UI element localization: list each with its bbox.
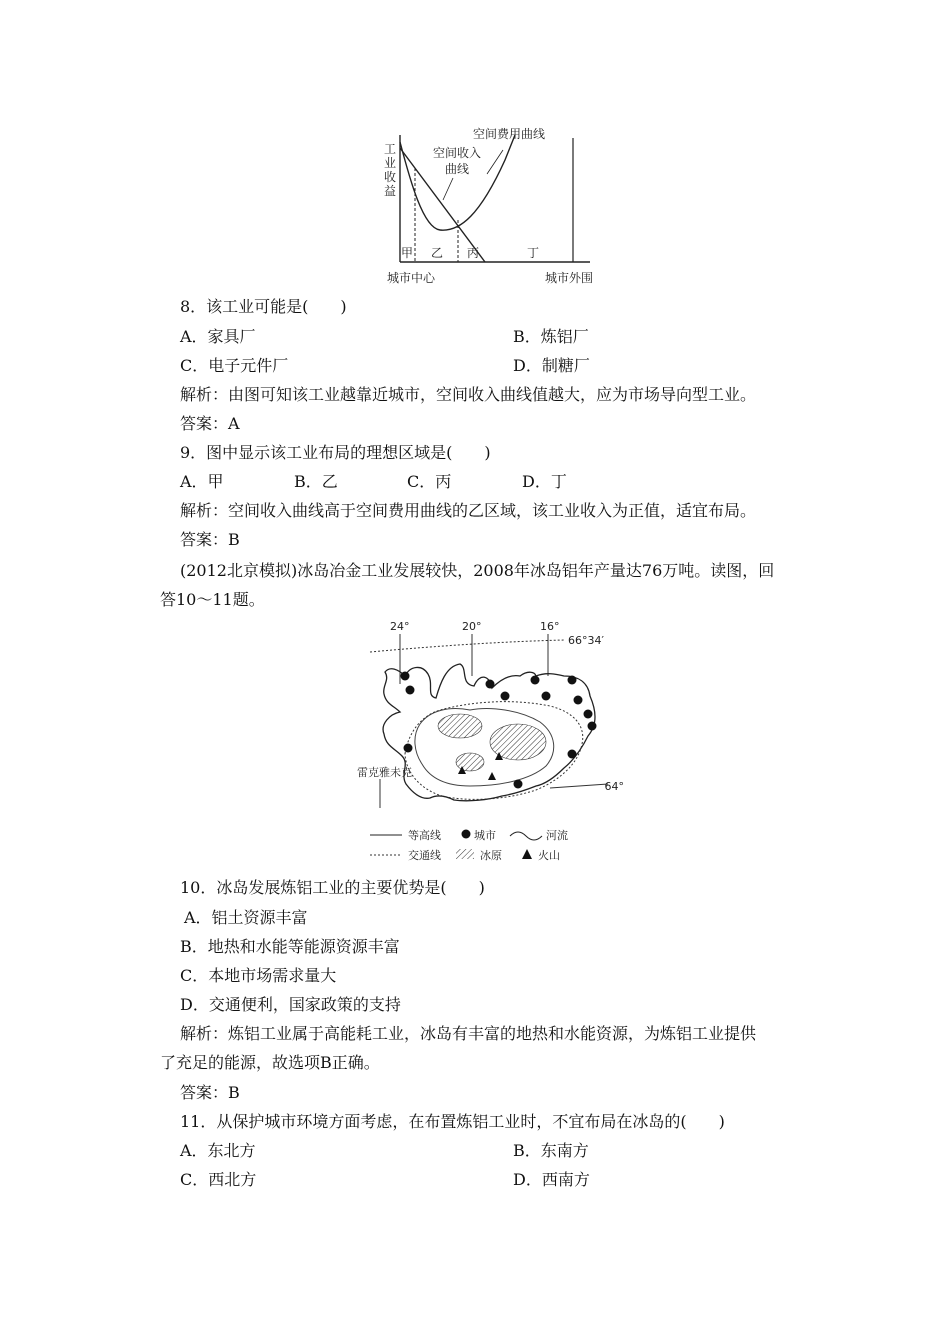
ice-field-3 [456, 753, 484, 771]
q9-answer: 答案：B [180, 530, 240, 549]
income-curve-label-2: 曲线 [445, 162, 470, 176]
ice-field-1 [438, 714, 482, 738]
cost-curve-label: 空间费用曲线 [473, 127, 546, 141]
arctic-circle-label: 66°34′ [568, 634, 604, 647]
x-label-outer: 城市外围 [545, 271, 594, 285]
city-marker [584, 710, 593, 719]
q8-analysis: 解析：由图可知该工业越靠近城市，空间收入曲线值越大，应为市场导向型工业。 [180, 385, 757, 404]
city-marker [574, 696, 583, 705]
q11-option-a[interactable]: A．东北方 [180, 1141, 256, 1160]
q10-option-d[interactable]: D．交通便利，国家政策的支持 [180, 995, 401, 1014]
city-marker [486, 680, 495, 689]
city-marker [514, 780, 523, 789]
q10-stem: 10．冰岛发展炼铝工业的主要优势是( ) [180, 878, 485, 897]
lat-64-label: 64° [604, 780, 624, 793]
q8-stem: 8．该工业可能是( ) [180, 297, 347, 316]
q9-option-d[interactable]: D．丁 [522, 472, 567, 491]
y-axis-label-3: 收 [383, 170, 397, 184]
lon-16-label: 16° [540, 620, 560, 633]
income-curve [400, 148, 485, 262]
lon-20-label: 20° [462, 620, 482, 633]
y-axis-label-2: 业 [383, 156, 397, 170]
zone-ding: 丁 [526, 246, 540, 260]
income-curve-label-1: 空间收入 [433, 146, 482, 160]
city-marker-reykjavik [404, 744, 413, 753]
lon-24-label: 24° [390, 620, 410, 633]
y-axis-label-1: 工 [383, 142, 397, 156]
city-marker [531, 676, 540, 685]
legend-contour: 等高线 [408, 829, 441, 842]
city-marker [406, 686, 415, 695]
city-marker [588, 722, 597, 731]
legend-transport: 交通线 [408, 849, 441, 862]
q10-option-b[interactable]: B．地热和水能等能源资源丰富 [180, 937, 400, 956]
q10-option-a[interactable]: A．铝土资源丰富 [184, 908, 308, 927]
q11-option-b[interactable]: B．东南方 [513, 1141, 589, 1160]
q11-option-c[interactable]: C．西北方 [180, 1170, 257, 1189]
q8-option-a[interactable]: A．家具厂 [180, 327, 256, 346]
q11-option-d[interactable]: D．西南方 [513, 1170, 590, 1189]
q8-option-c[interactable]: C．电子元件厂 [180, 356, 289, 375]
q10-analysis-1: 解析：炼铝工业属于高能耗工业，冰岛有丰富的地热和水能资源，为炼铝工业提供 [180, 1024, 757, 1043]
legend-river: 河流 [546, 829, 568, 842]
q9-option-a[interactable]: A．甲 [180, 472, 224, 491]
volcano-marker [488, 772, 496, 780]
legend-volcano: 火山 [538, 849, 560, 862]
city-marker [542, 692, 551, 701]
q10-answer: 答案：B [180, 1083, 240, 1102]
intro-line-2: 答10～11题。 [160, 590, 265, 609]
iceland-map-figure [350, 614, 625, 866]
q9-stem: 9．图中显示该工业布局的理想区域是( ) [180, 443, 491, 462]
intro-line-1: (2012北京模拟)冰岛冶金工业发展较快，2008年冰岛铝年产量达76万吨。读图，回 [180, 561, 775, 580]
legend-city: 城市 [474, 829, 496, 842]
q10-analysis-2: 了充足的能源，故选项B正确。 [160, 1053, 380, 1072]
city-marker [501, 692, 510, 701]
q9-analysis: 解析：空间收入曲线高于空间费用曲线的乙区域，该工业收入为正值，适宜布局。 [180, 501, 757, 520]
zone-yi: 乙 [430, 246, 444, 260]
reykjavik-label: 雷克雅未克 [357, 766, 412, 779]
q8-option-d[interactable]: D．制糖厂 [513, 356, 590, 375]
zone-bing: 丙 [466, 246, 480, 260]
q8-answer: 答案：A [180, 414, 240, 433]
city-marker [401, 672, 410, 681]
q9-option-b[interactable]: B．乙 [294, 472, 338, 491]
city-marker [568, 750, 577, 759]
revenue-curve-figure [355, 120, 615, 292]
x-label-center: 城市中心 [387, 271, 436, 285]
legend-ice: 冰原 [480, 849, 502, 862]
q11-stem: 11．从保护城市环境方面考虑，在布置炼铝工业时，不宜布局在冰岛的( ) [180, 1112, 725, 1131]
q9-option-c[interactable]: C．丙 [407, 472, 452, 491]
city-marker [568, 676, 577, 685]
q8-option-b[interactable]: B．炼铝厂 [513, 327, 589, 346]
zone-jia: 甲 [400, 246, 414, 260]
y-axis-label-4: 益 [383, 184, 397, 198]
q10-option-c[interactable]: C．本地市场需求量大 [180, 966, 337, 985]
